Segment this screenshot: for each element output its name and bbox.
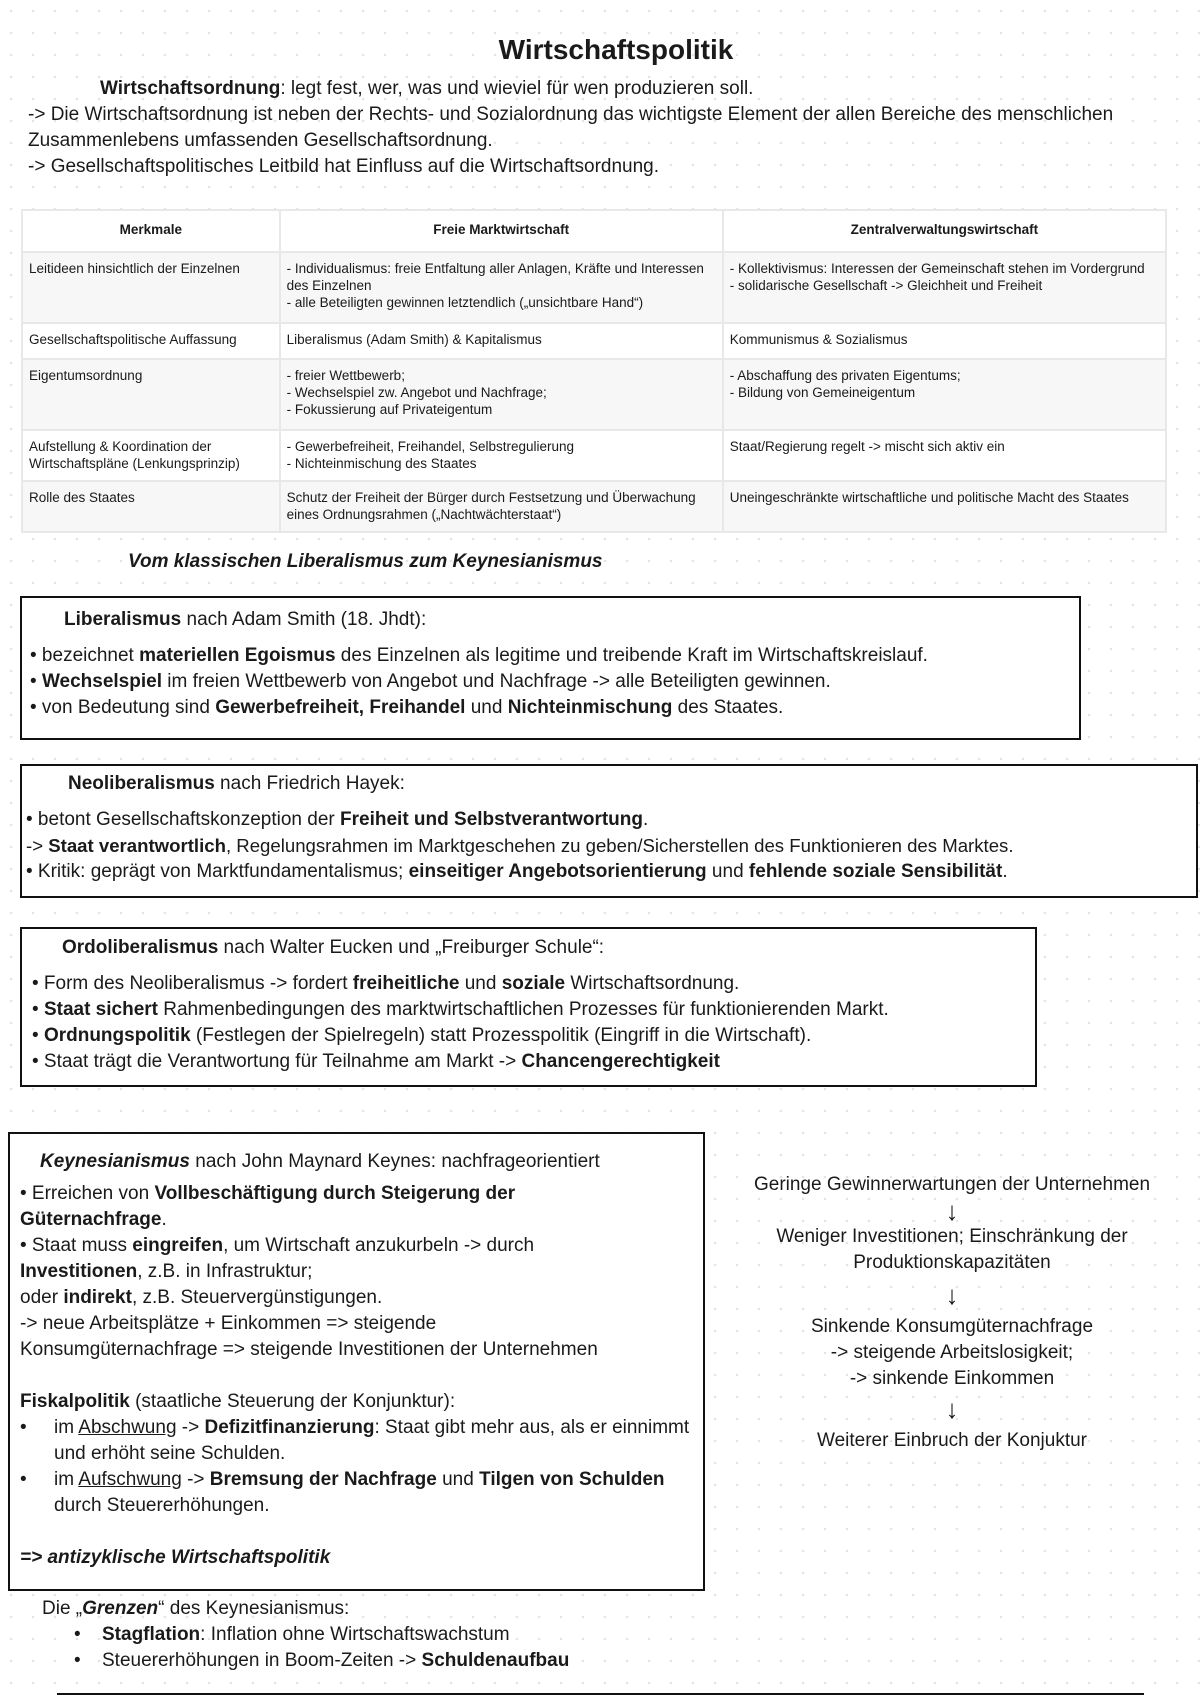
table-cell: Aufstellung & Koordination der Wirtschaftspläne (Lenkungsprinzip) [22,430,280,481]
list-item: • im Abschwung -> Defizitfinanzierung: Staat gibt mehr aus, als er einnimmt und erhöht seine Schulden. [20,1417,690,1464]
table-header-row [22,210,1166,252]
list-item: • bezeichnet materiellen Egoismus des Einzelnen als legitime und treibende Kraft im Wirtschaftskreislauf. [30,645,928,666]
arrow-down-icon: ↓ [945,1280,959,1310]
comparison-table [21,209,1167,533]
table-cell: Gesellschaftspolitische Auffassung [22,323,280,359]
table-cell: Leitideen hinsichtlich der Einzelnen [22,252,280,323]
list-item: • Wechselspiel im freien Wettbewerb von Angebot und Nachfrage -> alle Beteiligten gewinnen. [30,671,831,692]
table-cell: - freier Wettbewerb; - Wechselspiel zw. Angebot und Nachfrage; - Fokussierung auf Privateigentum [280,359,723,430]
header-merkmale: Merkmale [22,210,280,252]
table-cell: Schutz der Freiheit der Bürger durch Festsetzung und Überwachung eines Ordnungsrahmen („Nachtwächterstaat“) [280,481,723,532]
grenzen-section [42,1596,569,1674]
conclusion: => antizyklische Wirtschaftspolitik [20,1547,331,1568]
intro [28,76,1178,180]
flow-step: Weiterer Einbruch der Konjuktur [817,1430,1087,1451]
keynesianismus-title: Keynesianismus nach John Maynard Keynes: nachfrageorientiert [40,1151,600,1172]
intro-line-2: -> Die Wirtschaftsordnung ist neben der Rechts- und Sozialordnung das wichtigste Element der allen Bereiche des menschlichen Zusammenlebens umfassenden Gesellschaftsordnung. [28,104,1114,151]
list-item: • Ordnungspolitik (Festlegen der Spielregeln) statt Prozesspolitik (Eingriff in die Wirtschaft). [32,1025,812,1046]
bottom-divider [57,1693,1144,1695]
table-cell: Rolle des Staates [22,481,280,532]
list-item: • Staat sichert Rahmenbedingungen des marktwirtschaftlichen Prozesses für funktionierenden Markt. [32,999,889,1020]
table-row [22,430,1166,481]
table-cell: - Gewerbefreiheit, Freihandel, Selbstregulierung - Nichteinmischung des Staates [280,430,723,481]
table-row [22,481,1166,532]
list-item: • Staat muss eingreifen, um Wirtschaft anzukurbeln -> durch Investitionen, z.B. in Infrastruktur; [20,1235,535,1282]
header-zentralverwaltung: Zentralverwaltungswirtschaft [723,210,1166,252]
ordoliberalismus-title: Ordoliberalismus nach Walter Eucken und „Freiburger Schule“: [62,937,605,958]
list-item: • von Bedeutung sind Gewerbefreiheit, Freihandel und Nichteinmischung des Staates. [30,697,784,718]
list-item: • Staat trägt die Verantwortung für Teilnahme am Markt -> Chancengerechtigkeit [32,1051,720,1072]
neoliberalismus-box [20,764,1198,898]
table-cell: Staat/Regierung regelt -> mischt sich aktiv ein [723,430,1166,481]
konjunktur-flow [712,1172,1192,1454]
intro-line-3: -> Gesellschaftspolitisches Leitbild hat Einfluss auf die Wirtschaftsordnung. [28,156,660,177]
list-item: • Kritik: geprägt von Marktfundamentalismus; einseitiger Angebotsorientierung und fehlende soziale Sensibilität. [26,861,1008,882]
table-cell: - Abschaffung des privaten Eigentums; - Bildung von Gemeineigentum [723,359,1166,430]
section-heading: Vom klassischen Liberalismus zum Keynesianismus [128,551,603,572]
flow-step: Geringe Gewinnerwartungen der Unternehmen [753,1174,1151,1195]
arrow-down-icon: ↓ [945,1196,959,1226]
list-item: • Stagflation: Inflation ohne Wirtschaftswachstum [102,1622,569,1648]
table-cell: - Individualismus: freie Entfaltung aller Anlagen, Kräfte und Interessen des Einzelnen - alle Beteiligten gewinnen letztendlich („unsichtbare Hand“) [280,252,723,323]
table-cell: - Kollektivismus: Interessen der Gemeinschaft stehen im Vordergrund - solidarische Gesellschaft -> Gleichheit und Freiheit [723,252,1166,323]
list-item: • betont Gesellschaftskonzeption der Freiheit und Selbstverantwortung. [26,809,649,830]
page-title: Wirtschaftspolitik [498,34,734,65]
flow-step: Weniger Investitionen; Einschränkung der Produktionskapazitäten [776,1226,1128,1273]
table-cell: Eigentumsordnung [22,359,280,430]
table-cell: Liberalismus (Adam Smith) & Kapitalismus [280,323,723,359]
list-item: • Erreichen von Vollbeschäftigung durch Steigerung der Güternachfrage. [20,1183,516,1230]
grenzen-list [42,1622,569,1674]
neoliberalismus-title: Neoliberalismus nach Friedrich Hayek: [68,773,405,794]
table-row [22,359,1166,430]
list-item: • im Aufschwung -> Bremsung der Nachfrage und Tilgen von Schulden durch Steuererhöhungen. [20,1469,665,1516]
list-item: -> Staat verantwortlich, Regelungsrahmen im Marktgeschehen zu geben/Sicherstellen des Funktionieren des Marktes. [26,835,1014,856]
grenzen-title: Die „Grenzen“ des Keynesianismus: [42,1598,350,1619]
list-item: oder indirekt, z.B. Steuervergünstigungen. [20,1287,383,1308]
intro-definition: Wirtschaftsordnung: legt fest, wer, was und wieviel für wen produzieren soll. [100,78,754,99]
table-cell: Kommunismus & Sozialismus [723,323,1166,359]
header-marktwirtschaft: Freie Marktwirtschaft [280,210,723,252]
arrow-down-icon: ↓ [945,1394,959,1424]
flow-step: Sinkende Konsumgüternachfrage -> steigende Arbeitslosigkeit; -> sinkende Einkommen [810,1316,1094,1389]
ordoliberalismus-box [20,927,1037,1087]
liberalismus-title: Liberalismus nach Adam Smith (18. Jhdt): [64,609,427,630]
liberalismus-box [20,596,1081,740]
table-row [22,252,1166,323]
list-item: • Form des Neoliberalismus -> fordert freiheitliche und soziale Wirtschaftsordnung. [32,973,740,994]
list-item: • Steuererhöhungen in Boom-Zeiten -> Schuldenaufbau [102,1648,569,1674]
table-cell: Uneingeschränkte wirtschaftliche und politische Macht des Staates [723,481,1166,532]
fiskalpolitik-title: Fiskalpolitik (staatliche Steuerung der Konjunktur): [20,1391,456,1412]
keynesianismus-box [8,1132,705,1591]
table-row [22,323,1166,359]
list-item: -> neue Arbeitsplätze + Einkommen => steigende Konsumgüternachfrage => steigende Investitionen der Unternehmen [20,1313,598,1360]
